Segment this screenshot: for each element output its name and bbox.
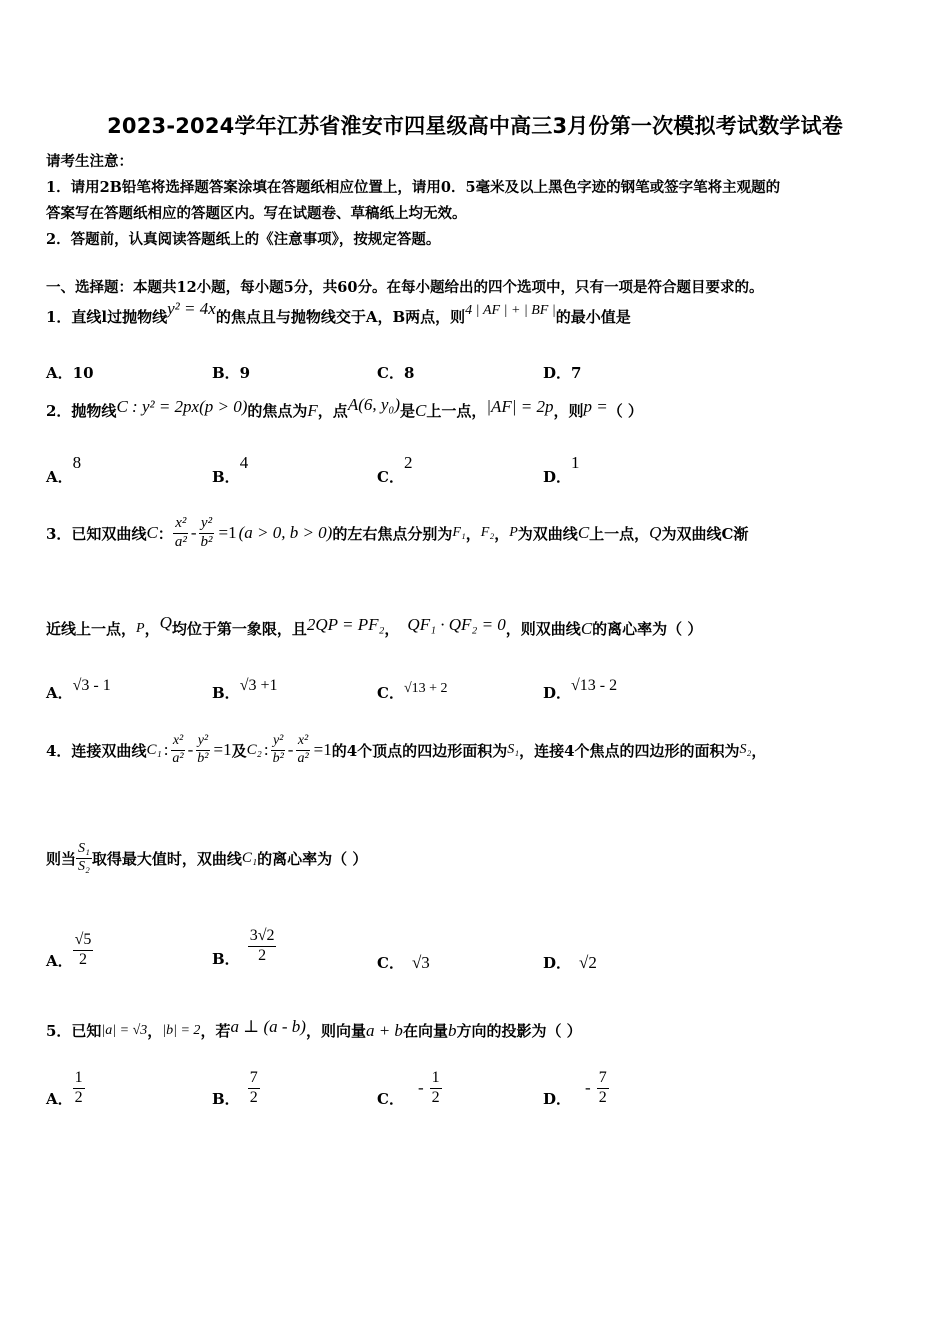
q2-text-4: 上一点， (426, 402, 487, 420)
q2-option-c-value: 2 (403, 453, 413, 472)
q4-option-d-value: √2 (579, 953, 597, 972)
notice-line-3: 2．答题前，认真阅读答题纸上的《注意事项》，按规定答题。 (46, 231, 441, 248)
q3-frac-x: $\frac{\text{x²}}{\text{a²}}$ (174, 515, 187, 550)
q3-colon: ： (157, 524, 173, 543)
question-3-line-2 (46, 612, 703, 639)
q5-option-a: A． $\frac{1}{2}$ (46, 1069, 83, 1108)
q3-minus: - (190, 523, 197, 543)
q1-option-b: B．9 (212, 364, 251, 382)
q5-option-d-frac: $\frac{7}{2}$ (598, 1069, 607, 1106)
q3-p-2: P (136, 620, 145, 636)
q2-option-d: D．1 (543, 453, 580, 486)
q5-text-pre: 5．已知 (46, 1022, 102, 1040)
q2-option-c: C．2 (377, 453, 413, 486)
notice-line-2: 答案写在答题纸相应的答题区内。写在试题卷、草稿纸上均无效。 (46, 205, 467, 222)
q4-text-1: 的4个顶点的四边形面积为 (331, 741, 508, 760)
q2-option-a: A．8 (46, 453, 82, 486)
q2-option-b-value: 4 (239, 453, 249, 472)
q2-math-point-a: A(6, y₀) (347, 395, 400, 414)
q3-condition: (a > 0, b > 0) (238, 523, 333, 543)
q4-colon-1: : (163, 740, 169, 760)
q3-f2: F₂ (480, 525, 495, 541)
q3-math-c: C (146, 523, 158, 543)
question-2 (46, 395, 643, 421)
q3-c-3: C (580, 618, 593, 638)
q2-math-p: p = (583, 397, 608, 416)
q4-equals-2: =1 (313, 740, 332, 760)
q5-math-b-norm: |b| = 2 (162, 1022, 201, 1038)
q5-option-b-frac: $\frac{7}{2}$ (249, 1069, 258, 1106)
q4-text-5: 的离心率为（ ） (257, 849, 368, 868)
q4-minus-1: - (187, 740, 194, 760)
q2-text-3: 是 (399, 402, 415, 420)
q3-c-2: C (577, 523, 590, 543)
q2-option-d-value: 1 (571, 453, 580, 472)
q2-math-c: C (415, 401, 427, 420)
q3-text-7: ，则双曲线 (505, 620, 581, 638)
q3-option-b-value: √3 +1 (239, 677, 278, 694)
q2-math-f: F (307, 401, 318, 420)
notice-line-1: 1．请用2B铅笔将选择题答案涂填在答题纸相应位置上，请用0．5毫米及以上黑色字迹的钢笔或签字笔将主观题的 (46, 179, 781, 196)
q4-option-a: A． $\frac{√5}{2}$ (46, 931, 92, 970)
q5-option-b: B． $\frac{7}{2}$ (212, 1069, 258, 1108)
q3-p: P (509, 525, 518, 541)
q4-frac-4: $\frac{\text{x²}}{\text{a²}}$ (297, 733, 309, 766)
q4-line2-pre: 则当 (46, 849, 77, 868)
q4-text-2: ，连接4个焦点的四边形的面积为 (519, 741, 740, 760)
question-3 (46, 516, 748, 551)
q1-option-d: D．7 (543, 364, 582, 382)
q5-math-a-norm: |a| = √3 (101, 1022, 148, 1038)
q3-option-d-value: √13 - 2 (571, 677, 618, 694)
q4-c2: C₂ (246, 741, 262, 758)
q3-f1: F₁ (452, 525, 466, 541)
section-heading: 一、选择题：本题共12小题，每小题5分，共60分。在每小题给出的四个选项中，只有一项是符合题目要求的。 (46, 279, 764, 296)
q4-option-c: C． √3 (377, 953, 430, 972)
q4-s2: S₂ (739, 742, 752, 758)
q3-text-2: ， (494, 524, 510, 543)
question-4 (46, 734, 766, 766)
q2-text-5: ，则 (553, 402, 584, 420)
q4-equals-1: =1 (213, 740, 232, 760)
q4-option-d: D． √2 (543, 953, 597, 972)
q4-and: 及 (231, 741, 247, 760)
q4-frac-2: $\frac{\text{y²}}{\text{b²}}$ (197, 733, 209, 766)
q4-text-3: ， (751, 741, 767, 760)
q5-comma-1: ， (147, 1022, 163, 1040)
q3-equation-1: 2QP = PF₂ (306, 614, 385, 634)
q2-text-2: ，点 (317, 402, 348, 420)
q5-math-perpendicular: a ⊥ (a - b) (230, 1016, 306, 1036)
q2-math-af: |AF| = 2p (486, 397, 554, 416)
q2-option-a-value: 8 (72, 453, 82, 472)
q3-equation-2: QF₁ · QF₂ = 0 (407, 614, 506, 634)
page-title: 2023-2024学年江苏省淮安市四星级高中高三3月份第一次模拟考试数学试卷 (107, 114, 843, 138)
q5-math-a-plus-b: a + b (365, 1020, 403, 1040)
q5-option-a-frac: $\frac{1}{2}$ (74, 1069, 83, 1106)
q5-text-3: 在向量 (402, 1022, 448, 1040)
question-1 (46, 299, 631, 327)
q3-text-4: 上一点， (589, 524, 650, 543)
q4-frac-1: $\frac{\text{x²}}{\text{a²}}$ (172, 733, 184, 766)
q3-q: Q (649, 523, 662, 543)
notice-heading: 请考生注意： (46, 153, 133, 170)
q5-option-d: D． - $\frac{7}{2}$ (543, 1069, 607, 1108)
q3-text-6: 均位于第一象限，且 (171, 620, 307, 638)
q3-text-1: 的左右焦点分别为 (332, 524, 453, 543)
q4-option-a-frac: $\frac{√5}{2}$ (74, 931, 92, 968)
q2-text-6: （ ） (607, 402, 643, 420)
q4-minus-2: - (287, 740, 294, 760)
q4-s1: S₁ (507, 742, 520, 758)
q2-math-parabola: C : y² = 2px(p > 0) (116, 397, 248, 416)
q3-line2-pre: 近线上一点， (46, 620, 137, 638)
q4-option-b: B． $\frac{3√2}{2}$ (212, 927, 275, 968)
question-5 (46, 1016, 582, 1041)
q3-q-2: Q (159, 612, 172, 632)
q5-math-b: b (447, 1020, 457, 1040)
q1-option-a: A．10 (46, 364, 94, 382)
q5-option-c-frac: $\frac{1}{2}$ (431, 1069, 440, 1106)
q5-text-1: ，若 (200, 1022, 231, 1040)
q3-text-3: 为双曲线 (517, 524, 578, 543)
q4-text-4: 取得最大值时，双曲线 (91, 849, 242, 868)
q1-text-pre: 1．直线l过抛物线 (46, 308, 168, 326)
q4-frac-3: $\frac{\text{y²}}{\text{b²}}$ (272, 733, 284, 766)
q3-comma-1: ， (465, 524, 481, 543)
q1-text-post: 的最小值是 (555, 308, 631, 326)
q3-frac-y: $\frac{\text{y²}}{\text{b²}}$ (200, 515, 213, 550)
q5-text-4: 方向的投影为（ ） (456, 1022, 582, 1040)
q3-option-d: D．√13 - 2 (543, 677, 618, 702)
q4-colon-2: : (263, 740, 269, 760)
question-4-line-2 (46, 842, 367, 874)
q3-comma-3: ， (384, 620, 400, 638)
q4-c1: C₁ (146, 741, 162, 758)
q5-option-c: C． - $\frac{1}{2}$ (377, 1069, 440, 1108)
q3-option-b: B．√3 +1 (212, 677, 278, 702)
q2-option-b: B．4 (212, 453, 249, 486)
q1-math-parabola: y² = 4x (167, 299, 216, 318)
q4-text-pre: 4．连接双曲线 (46, 741, 147, 760)
q1-math-expression: 4 | AF | + | BF | (465, 303, 556, 318)
q5-text-2: ，则向量 (305, 1022, 366, 1040)
q3-text-8: 的离心率为（ ） (592, 620, 703, 638)
q3-equals-one: =1 (218, 523, 237, 543)
q4-option-b-frac: $\frac{3√2}{2}$ (249, 927, 275, 964)
q3-option-c-value: √13 + 2 (403, 681, 448, 696)
q2-text-pre: 2．抛物线 (46, 402, 117, 420)
q3-option-a-value: √3 - 1 (72, 677, 111, 694)
q1-text-mid: 的焦点且与抛物线交于A，B两点，则 (215, 308, 466, 326)
q3-comma-2: ， (144, 620, 160, 638)
q1-option-c: C．8 (377, 364, 415, 382)
q4-option-c-value: √3 (411, 953, 430, 972)
q3-text-5: 为双曲线C渐 (661, 524, 749, 543)
q2-text-1: 的焦点为 (247, 402, 308, 420)
q4-c1-b: C₁ (241, 849, 258, 866)
q4-ratio: $\frac{\text{S₁}}{\text{S₂}}$ (78, 841, 90, 874)
q3-text-pre: 3．已知双曲线 (46, 524, 147, 543)
q3-option-c: C．√13 + 2 (377, 681, 448, 702)
q3-option-a: A．√3 - 1 (46, 677, 111, 702)
